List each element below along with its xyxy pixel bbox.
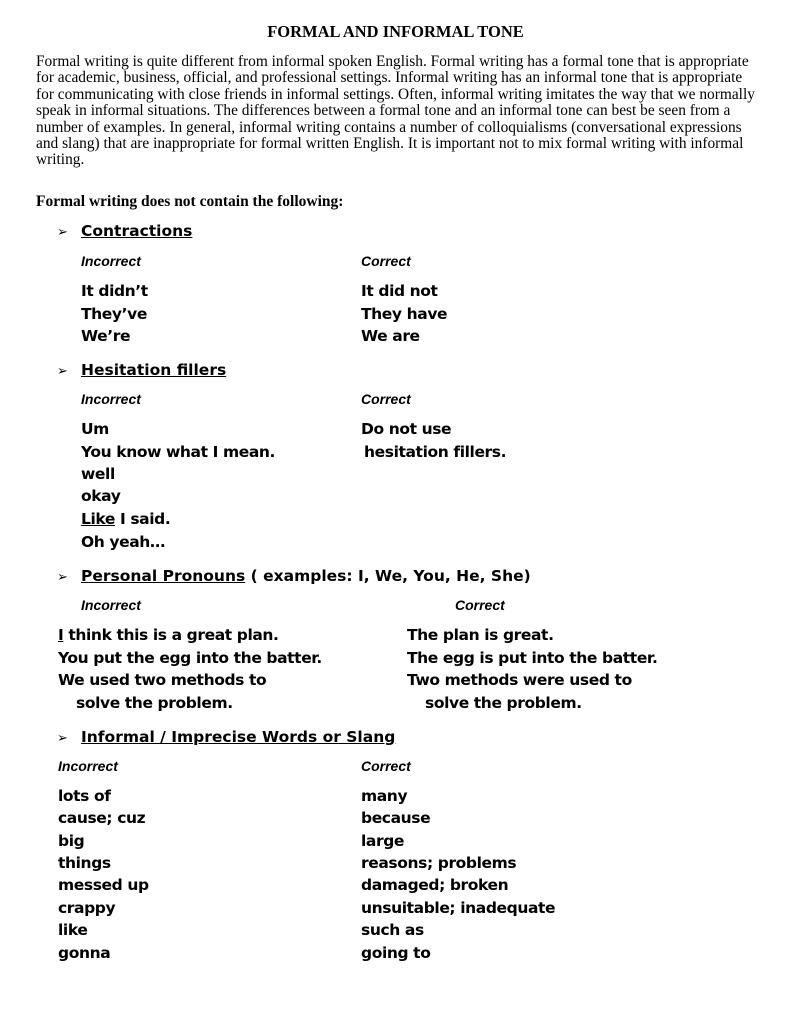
underlined-word: Like [81, 510, 115, 528]
incorrect-example: We used two methods to [58, 671, 267, 689]
correct-example: such as [361, 921, 424, 939]
incorrect-example: things [58, 854, 111, 872]
incorrect-column-label: Incorrect [81, 391, 141, 407]
page-title: FORMAL AND INFORMAL TONE [267, 22, 524, 41]
correct-example: We are [361, 327, 420, 345]
bullet-arrow-icon: ➢ [57, 570, 68, 585]
example-rest: I said. [115, 510, 171, 528]
incorrect-example [81, 510, 170, 528]
incorrect-example: You put the egg into the batter. [58, 649, 322, 667]
correct-column-label: Correct [361, 253, 411, 269]
incorrect-column-label: Incorrect [81, 253, 141, 269]
correct-example: The egg is put into the batter. [407, 649, 658, 667]
incorrect-example: like [58, 921, 88, 939]
incorrect-example: We’re [81, 327, 131, 345]
correct-example: It did not [361, 282, 438, 300]
incorrect-example: crappy [58, 899, 116, 917]
bullet-arrow-icon: ➢ [57, 731, 68, 746]
section-heading-label: Informal / Imprecise Words or Slang [81, 728, 396, 746]
section-heading-label: Contractions [81, 222, 193, 240]
lead-sentence: Formal writing does not contain the following: [36, 193, 344, 210]
underlined-word: I [58, 626, 64, 644]
correct-example: hesitation fillers. [364, 443, 507, 461]
bullet-arrow-icon: ➢ [57, 225, 68, 240]
section-heading-contractions [81, 222, 192, 240]
incorrect-example: lots of [58, 787, 111, 805]
incorrect-column-label: Incorrect [58, 758, 118, 774]
incorrect-example: cause; cuz [58, 809, 146, 827]
incorrect-example: It didn’t [81, 282, 148, 300]
intro-paragraph: Formal writing is quite different from informal spoken English. Formal writing has a formal tone that is appropriate for academic, business, official, and professional settings. Informal writing has an informal tone that is appropriate for communicating with close friends in informal settings. Often, informal writing imitates the way that we normally speak in informal situations. The differences between a formal tone and an informal tone can best be seen from a number of examples. In general, informal writing contains a number of colloquialisms (conversational expressions and slang) that are inappropriate for formal written English. It is important not to mix formal writing with informal writing. [36, 53, 755, 169]
section-heading-personal-pronouns [81, 567, 531, 585]
incorrect-example: They’ve [81, 305, 147, 323]
section-heading-informal-words [81, 728, 395, 746]
section-heading-label: Personal Pronouns [81, 567, 246, 585]
correct-column-label: Correct [361, 391, 411, 407]
incorrect-example: okay [81, 487, 121, 505]
incorrect-example [58, 626, 279, 644]
correct-column-label: Correct [361, 758, 411, 774]
incorrect-example: solve the problem. [76, 694, 233, 712]
incorrect-example: Oh yeah… [81, 533, 166, 551]
correct-column-label: Correct [455, 597, 505, 613]
correct-example: Two methods were used to [407, 671, 632, 689]
correct-example: unsuitable; inadequate [361, 899, 556, 917]
correct-example: solve the problem. [425, 694, 582, 712]
incorrect-example: messed up [58, 876, 149, 894]
correct-example: reasons; problems [361, 854, 517, 872]
incorrect-example: big [58, 832, 85, 850]
incorrect-column-label: Incorrect [81, 597, 141, 613]
correct-example: large [361, 832, 405, 850]
correct-example: Do not use [361, 420, 452, 438]
correct-example: damaged; broken [361, 876, 509, 894]
incorrect-example: Um [81, 420, 109, 438]
correct-example: because [361, 809, 431, 827]
section-heading-hesitation-fillers [81, 361, 226, 379]
incorrect-example: well [81, 465, 115, 483]
correct-example: They have [361, 305, 448, 323]
incorrect-example: You know what I mean. [81, 443, 276, 461]
correct-example: The plan is great. [407, 626, 554, 644]
correct-example: going to [361, 944, 431, 962]
incorrect-example: gonna [58, 944, 111, 962]
correct-example: many [361, 787, 408, 805]
section-heading-note: ( examples: I, We, You, He, She) [245, 567, 531, 585]
bullet-arrow-icon: ➢ [57, 364, 68, 379]
section-heading-label: Hesitation fillers [81, 361, 227, 379]
example-rest: think this is a great plan. [63, 626, 279, 644]
